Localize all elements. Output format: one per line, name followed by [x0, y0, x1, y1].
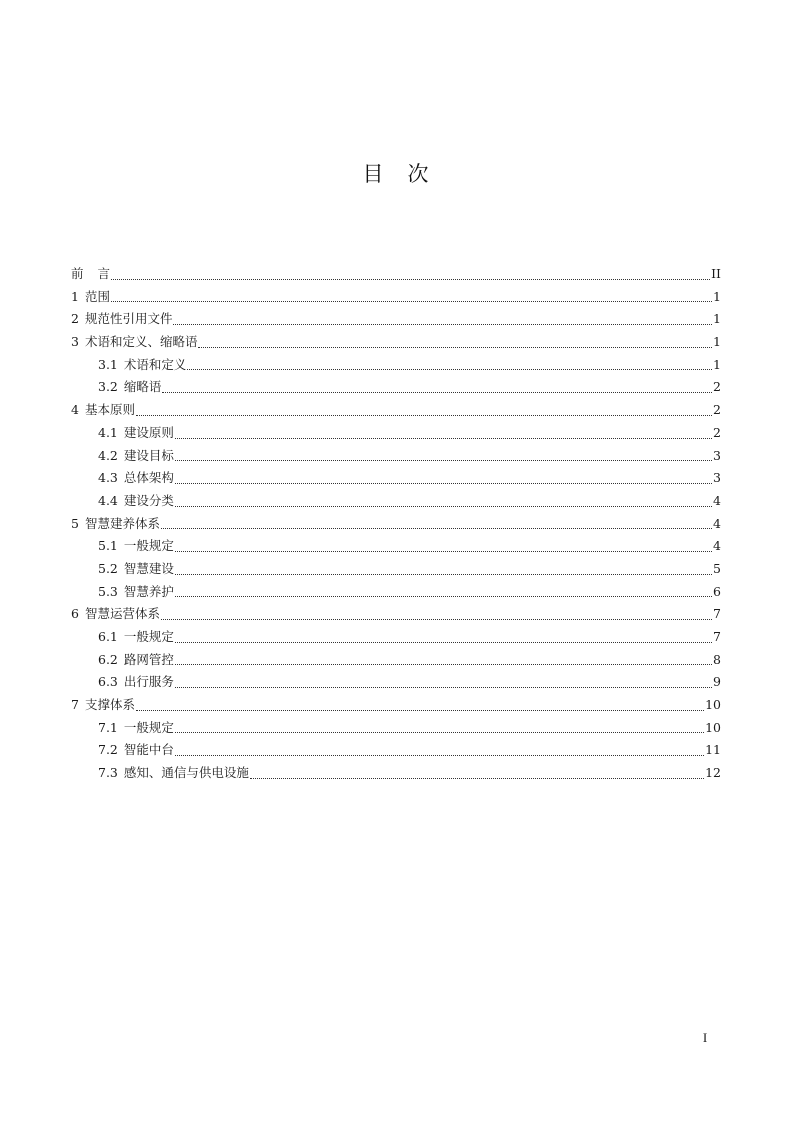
toc-subentry[interactable]	[71, 581, 721, 604]
toc-page-number: 2	[713, 402, 721, 418]
toc-entry-number: 3	[71, 334, 79, 350]
toc-entry-label	[98, 717, 174, 740]
toc-page-number: 10	[705, 697, 721, 713]
toc-entry-text: 总体架构	[123, 470, 174, 486]
toc-entry-number: 5.3	[98, 583, 118, 599]
toc-page-number: 1	[713, 311, 721, 327]
toc-subentry[interactable]	[71, 717, 721, 740]
toc-entry-label	[98, 762, 249, 785]
toc-dot-leader	[175, 732, 704, 733]
toc-page-number: 5	[713, 560, 721, 576]
toc-page-number: 11	[705, 742, 721, 758]
toc-entry-number: 5.2	[98, 560, 118, 576]
toc-page-number: 1	[713, 288, 721, 304]
toc-entry-label	[98, 376, 161, 399]
toc-entry-text: 路网管控	[123, 651, 174, 667]
toc-entry-number: 5.1	[98, 538, 118, 554]
toc-entry-label	[71, 399, 135, 422]
toc-dot-leader	[173, 324, 712, 325]
toc-entry-label	[98, 581, 174, 604]
toc-dot-leader	[162, 392, 712, 393]
toc-entry-number: 6.2	[98, 651, 118, 667]
toc-entry-label	[98, 422, 174, 445]
toc-entry-number: 5	[71, 515, 79, 531]
toc-entry-number: 1	[71, 288, 79, 304]
toc-entry-number: 3.2	[98, 379, 118, 395]
toc-page-number: 3	[713, 470, 721, 486]
toc-subentry[interactable]	[71, 671, 721, 694]
toc-entry-label	[71, 513, 160, 536]
toc-entry-number: 7.3	[98, 765, 118, 781]
toc-dot-leader	[175, 551, 712, 552]
toc-entry-text: 智慧建养体系	[84, 515, 160, 531]
toc-entry-number: 7.1	[98, 719, 118, 735]
toc-entry-label	[98, 535, 174, 558]
toc-entry-text: 规范性引用文件	[84, 311, 173, 327]
toc-page-number: 12	[705, 765, 721, 781]
toc-subentry[interactable]	[71, 535, 721, 558]
toc-dot-leader	[136, 710, 704, 711]
toc-entry-text: 智能中台	[123, 742, 174, 758]
toc-entry-number: 6	[71, 606, 79, 622]
toc-dot-leader	[111, 301, 712, 302]
toc-page-number: 1	[713, 356, 721, 372]
toc-entry-text: 智慧建设	[123, 560, 174, 576]
toc-entry-label	[71, 263, 110, 286]
toc-dot-leader	[161, 528, 712, 529]
toc-subentry[interactable]	[71, 626, 721, 649]
toc-page-number: 7	[713, 629, 721, 644]
toc-entry-number: 2	[71, 311, 79, 327]
toc-entry-text: 术语和定义	[123, 356, 187, 372]
table-of-contents	[71, 263, 721, 785]
toc-entry-text: 建设原则	[123, 424, 174, 440]
toc-entry-label	[71, 331, 197, 354]
toc-entry-label	[71, 286, 110, 309]
toc-entry-text: 智慧运营体系	[84, 606, 160, 622]
toc-dot-leader	[187, 369, 712, 370]
toc-dot-leader	[198, 347, 712, 348]
toc-entry-text: 感知、通信与供电设施	[123, 765, 249, 781]
toc-entry-text-part-2: 言	[97, 266, 111, 281]
toc-subentry[interactable]	[71, 467, 721, 490]
toc-entry-label	[71, 308, 172, 331]
toc-entry-label	[71, 694, 135, 717]
toc-entry[interactable]	[71, 286, 721, 309]
toc-page-number: 9	[713, 674, 721, 690]
toc-dot-leader	[175, 755, 704, 756]
toc-entry-number: 6.3	[98, 674, 118, 690]
toc-entry-label	[98, 739, 174, 762]
toc-entry-text: 术语和定义、缩略语	[84, 334, 198, 350]
toc-page-number: 3	[713, 447, 721, 463]
toc-entry-text: 智慧养护	[123, 583, 174, 599]
toc-entry[interactable]	[71, 399, 721, 422]
toc-page-number: 4	[713, 492, 721, 508]
toc-entry-label	[98, 626, 174, 649]
toc-entry-label	[98, 490, 174, 513]
toc-dot-leader	[161, 619, 712, 620]
toc-entry-number: 3.1	[98, 356, 118, 372]
toc-entry-number: 6.1	[98, 629, 118, 644]
toc-entry-text: 缩略语	[123, 379, 162, 395]
toc-entry-text: 支撑体系	[84, 697, 135, 713]
toc-entry-number: 4.4	[98, 492, 118, 508]
toc-entry-text-part-1: 前	[71, 266, 84, 281]
toc-entry-label	[98, 671, 174, 694]
toc-subentry[interactable]	[71, 558, 721, 581]
toc-dot-leader	[175, 574, 712, 575]
toc-entry-text: 出行服务	[123, 674, 174, 690]
toc-dot-leader	[136, 415, 712, 416]
toc-subentry[interactable]	[71, 354, 721, 377]
toc-dot-leader	[175, 664, 712, 665]
toc-entry-text: 范围	[84, 288, 110, 304]
toc-entry-number: 4.2	[98, 447, 118, 463]
toc-entry-label	[98, 354, 186, 377]
toc-dot-leader	[175, 596, 712, 597]
toc-entry-text: 建设分类	[123, 492, 174, 508]
toc-page-number: 2	[713, 424, 721, 440]
toc-subentry[interactable]	[71, 739, 721, 762]
toc-subentry[interactable]	[71, 445, 721, 468]
toc-dot-leader	[175, 460, 712, 461]
toc-entry-label	[98, 445, 174, 468]
toc-entry[interactable]	[71, 331, 721, 354]
toc-subentry[interactable]	[71, 649, 721, 672]
toc-entry-label	[98, 467, 174, 490]
toc-subentry[interactable]	[71, 490, 721, 513]
toc-dot-leader	[175, 483, 712, 484]
toc-dot-leader	[111, 279, 710, 280]
toc-subentry[interactable]	[71, 762, 721, 785]
toc-dot-leader	[175, 438, 712, 439]
toc-entry[interactable]	[71, 308, 721, 331]
page-title-char-1: 目	[362, 162, 386, 186]
toc-subentry[interactable]	[71, 376, 721, 399]
toc-dot-leader	[175, 642, 712, 643]
toc-entry-label	[71, 603, 160, 626]
toc-page-number: 4	[713, 538, 721, 554]
toc-entry[interactable]	[71, 263, 721, 286]
toc-entry-text: 基本原则	[84, 402, 135, 418]
toc-page-number: 7	[713, 606, 721, 622]
toc-entry-label	[98, 649, 174, 672]
toc-entry-number: 7	[71, 697, 79, 713]
toc-entry[interactable]	[71, 603, 721, 626]
toc-page-number: 4	[713, 515, 721, 531]
toc-subentry[interactable]	[71, 422, 721, 445]
toc-page-number: 10	[705, 719, 721, 735]
page-title-char-2: 次	[407, 162, 431, 186]
toc-entry-label	[98, 558, 174, 581]
toc-entry-number: 7.2	[98, 742, 118, 758]
page-title	[0, 158, 793, 188]
toc-entry[interactable]	[71, 694, 721, 717]
toc-page-number: 8	[713, 651, 721, 667]
toc-dot-leader	[175, 506, 712, 507]
toc-entry-text: 一般规定	[123, 629, 174, 644]
toc-dot-leader	[175, 687, 712, 688]
toc-page-number: 6	[713, 583, 721, 599]
toc-page-number: 2	[713, 379, 721, 395]
toc-entry[interactable]	[71, 513, 721, 536]
toc-entry-text: 建设目标	[123, 447, 174, 463]
footer-page-number: I	[702, 1030, 708, 1045]
toc-entry-text: 一般规定	[123, 719, 174, 735]
toc-entry-number: 4.1	[98, 424, 118, 440]
toc-dot-leader	[250, 778, 704, 779]
toc-page-number: II	[711, 266, 721, 281]
toc-page-number: 1	[713, 334, 721, 350]
toc-entry-number: 4	[71, 402, 79, 418]
toc-entry-text: 一般规定	[123, 538, 174, 554]
toc-entry-number: 4.3	[98, 470, 118, 486]
